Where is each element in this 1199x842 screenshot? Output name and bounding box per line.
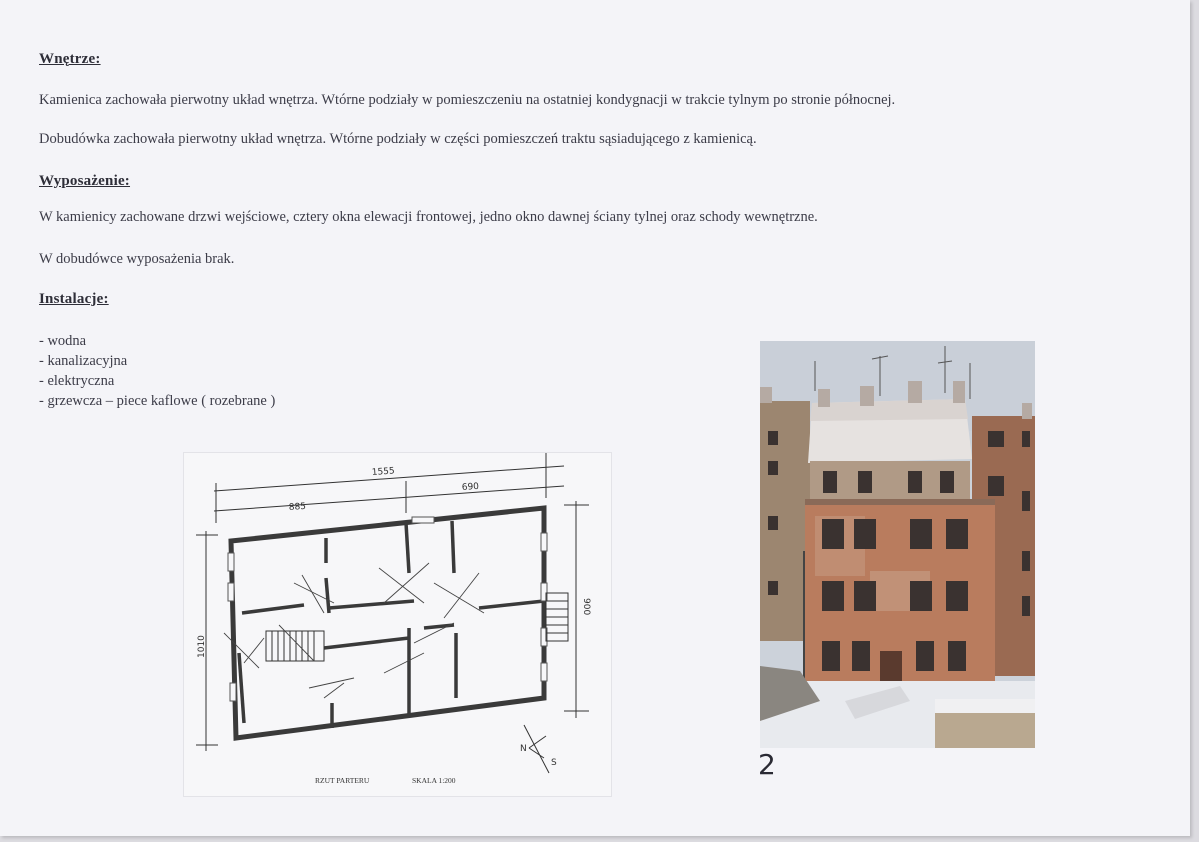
plan-scale: SKALA 1:200 bbox=[412, 776, 456, 785]
installation-item: - grzewcza – piece kaflowe ( rozebrane ) bbox=[39, 393, 276, 409]
building-photo-svg bbox=[760, 341, 1035, 748]
left-height-label: 1010 bbox=[197, 635, 207, 658]
interior-heading: Wnętrze: bbox=[39, 51, 101, 67]
compass-south-label: S bbox=[551, 758, 557, 768]
installation-item: - wodna bbox=[39, 333, 87, 349]
photo-number: 2 bbox=[758, 748, 776, 781]
installations-heading: Instalacje: bbox=[39, 291, 109, 307]
equipment-heading: Wyposażenie: bbox=[39, 173, 131, 189]
total-width-label: 1555 bbox=[371, 466, 396, 478]
equipment-paragraph-1: W kamienicy zachowane drzwi wejściowe, cztery okna elewacji frontowej, jedno okno dawnej ściany tylnej oraz schody wewnętrzne. bbox=[39, 209, 818, 225]
right-span-label: 690 bbox=[461, 481, 480, 493]
installation-item: - kanalizacyjna bbox=[39, 353, 128, 369]
building-photo bbox=[760, 341, 1035, 748]
interior-paragraph-2: Dobudówka zachowała pierwotny układ wnętrza. Wtórne podziały w części pomieszczeń traktu sąsiadującego z kamienicą. bbox=[39, 131, 757, 147]
interior-paragraph-1: Kamienica zachowała pierwotny układ wnętrza. Wtórne podziały w pomieszczeniu na ostatniej kondygnacji w trakcie tylnym po stronie północnej. bbox=[39, 92, 896, 108]
compass-icon bbox=[524, 725, 549, 773]
floor-plan-drawing bbox=[183, 452, 612, 797]
installations-list bbox=[39, 331, 275, 411]
plan-caption: RZUT PARTERU bbox=[315, 776, 370, 785]
right-height-label: 900 bbox=[581, 598, 591, 616]
installation-item: - elektryczna bbox=[39, 373, 115, 389]
left-span-label: 885 bbox=[288, 501, 307, 513]
compass-north-label: N bbox=[520, 744, 527, 754]
equipment-paragraph-2: W dobudówce wyposażenia brak. bbox=[39, 251, 235, 267]
floor-plan-svg bbox=[184, 453, 611, 796]
